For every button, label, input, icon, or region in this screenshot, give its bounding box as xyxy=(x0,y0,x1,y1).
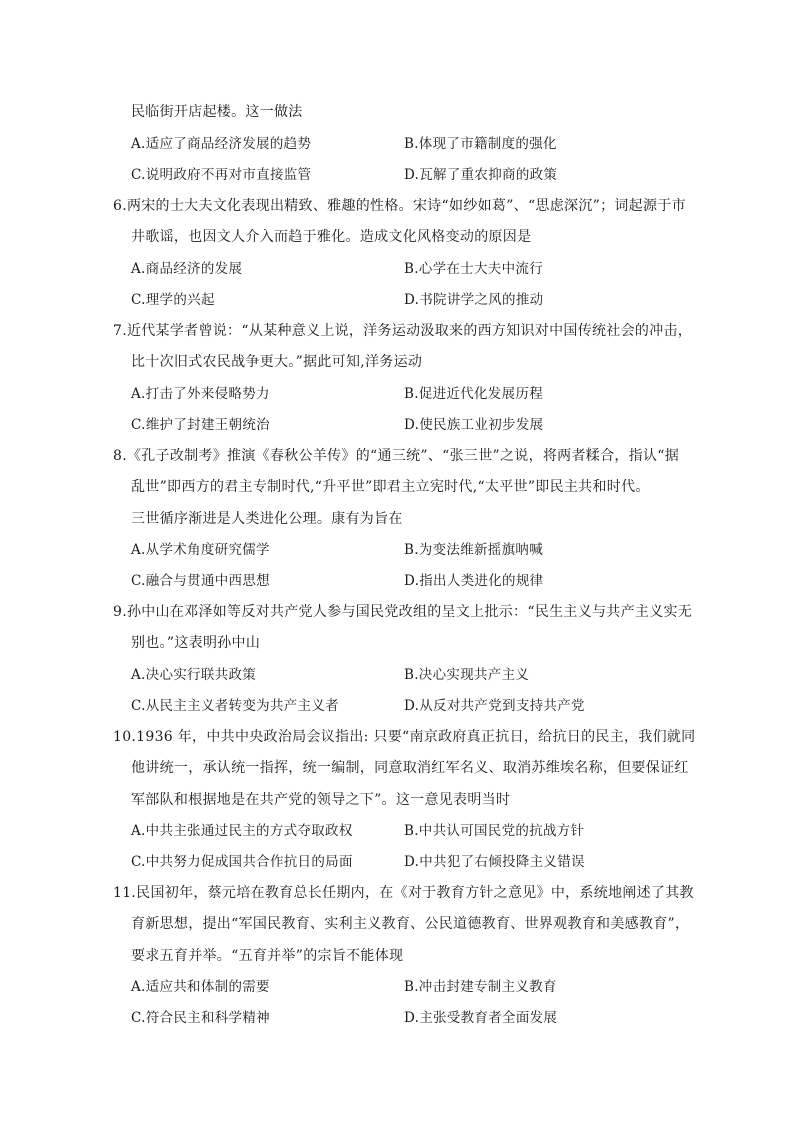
q5-option-c: C.说明政府不再对市直接监管 xyxy=(131,167,312,183)
q9-stem-line-1: 9.孙中山在邓泽如等反对共产党人参与国民党改组的呈文上批示：“民生主义与共产主义实无 xyxy=(113,604,693,620)
q11-option-b: B.冲击封建专制主义教育 xyxy=(404,979,557,995)
q10-stem-line-1: 10.1936 年，中共中央政治局会议指出: 只要“南京政府真正抗日，给抗日的民主，我们就同 xyxy=(113,729,696,745)
q8-stem-line-3: 三世循序渐进是人类进化公理。康有为旨在 xyxy=(131,511,403,527)
q5-option-d: D.瓦解了重农抑商的政策 xyxy=(404,167,558,183)
q5-option-a: A.适应了商品经济发展的趋势 xyxy=(131,136,312,152)
q10-option-b: B.中共认可国民党的抗战方针 xyxy=(404,823,585,839)
q11-stem-line-2: 育新思想，提出“军国民教育、实利主义教育、公民道德教育、世界观教育和美感教育”， xyxy=(131,916,690,932)
q7-option-a: A.打击了外来侵略势力 xyxy=(131,386,270,402)
q8-option-d: D.指出人类进化的规律 xyxy=(404,573,544,589)
q6-option-c: C.理学的兴起 xyxy=(131,292,215,308)
q9-option-d: D.从反对共产党到支持共产党 xyxy=(404,698,585,714)
q7-option-c: C.维护了封建王朝统治 xyxy=(131,417,270,433)
q10-option-c: C.中共努力促成国共合作抗日的局面 xyxy=(131,854,353,870)
q9-stem-line-2: 别也。”这表明孙中山 xyxy=(131,635,261,651)
q11-option-c: C.符合民主和科学精神 xyxy=(131,1010,270,1026)
q8-stem-line-1: 8.《孔子改制考》推演《春秋公羊传》的“通三统”、“张三世”之说，将两者糅合，指认“据 xyxy=(113,448,680,464)
q9-option-a: A.决心实行联共政策 xyxy=(131,667,257,683)
q9-option-c: C.从民主主义者转变为共产主义者 xyxy=(131,698,339,714)
q7-stem-line-1: 7.近代某学者曾说：“从某种意义上说，洋务运动汲取来的西方知识对中国传统社会的冲击， xyxy=(113,323,693,339)
q10-stem-line-3: 军部队和根据地是在共产党的领导之下”。这一意见表明当时 xyxy=(131,792,511,808)
q10-option-d: D.中共犯了右倾投降主义错误 xyxy=(404,854,585,870)
q9-option-b: B.决心实现共产主义 xyxy=(404,667,530,683)
q6-option-d: D.书院讲学之风的推动 xyxy=(404,292,544,308)
q7-stem-line-2: 比十次旧式农民战争更大。”据此可知,洋务运动 xyxy=(131,354,423,370)
q8-option-b: B.为变法维新摇旗呐喊 xyxy=(404,542,544,558)
q10-stem-line-2: 他讲统一，承认统一指挥，统一编制，同意取消红军名义、取消苏维埃名称，但要保证红 xyxy=(131,760,689,776)
q7-option-d: D.使民族工业初步发展 xyxy=(404,417,544,433)
q6-option-a: A.商品经济的发展 xyxy=(131,261,243,277)
q8-stem-line-2: 乱世”即西方的君主专制时代,“升平世”即君主立宪时代,“太平世”即民主共和时代。 xyxy=(131,479,650,495)
q7-option-b: B.促进近代化发展历程 xyxy=(404,386,544,402)
q11-stem-line-1: 11.民国初年，蔡元培在教育总长任期内，在《对于教育方针之意见》中，系统地阐述了其教 xyxy=(113,885,694,901)
q5-stem-continuation: 民临街开店起楼。这一做法 xyxy=(131,104,303,120)
q5-option-b: B.体现了市籍制度的强化 xyxy=(404,136,557,152)
q6-stem-line-2: 井歌谣，也因文人介入而趋于雅化。造成文化风格变动的原因是 xyxy=(131,229,532,245)
q6-stem-line-1: 6.两宋的士大夫文化表现出精致、雅趣的性格。宋诗“如纱如葛”、“思虑深沉”；词起源于市 xyxy=(113,198,686,214)
q6-option-b: B.心学在士大夫中流行 xyxy=(404,261,544,277)
q8-option-c: C.融合与贯通中西思想 xyxy=(131,573,270,589)
q11-option-a: A.适应共和体制的需要 xyxy=(131,979,270,995)
q11-stem-line-3: 要求五育并举。“五育并举”的宗旨不能体现 xyxy=(131,948,404,964)
q8-option-a: A.从学术角度研究儒学 xyxy=(131,542,270,558)
q11-option-d: D.主张受教育者全面发展 xyxy=(404,1010,558,1026)
q10-option-a: A.中共主张通过民主的方式夺取政权 xyxy=(131,823,353,839)
